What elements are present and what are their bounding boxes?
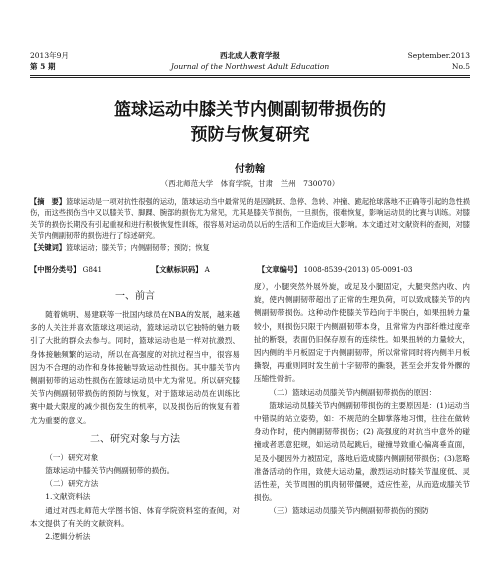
subheading-injury-cause: （二）篮球运动员膝关节内侧副韧带损伤的原因： <box>269 387 437 397</box>
subheading-research-object: （一）研究对象 <box>45 452 99 462</box>
article-number: 【文章编号】 1008-8539-(2013) 05-0091-03 <box>258 265 413 274</box>
journal-name-en: Journal of the Northwest Adult Education <box>170 62 330 71</box>
method-logic: 2.逻辑分析法 <box>45 532 91 542</box>
intro-paragraph: 随着姚明、易建联等一批国内球员在NBA的发展，越来越多的人关注并喜欢篮球这项运动，篮球运动以它独特的魅力吸引了大批的群众去参与。同时，篮球运动也是一样对抗激烈、身体接触频繁的运动，所以在高强度的对抗过程当中，很容易因为不合理的动作和身体接触导致运动性损伤。其中膝关节内侧副韧带的运动性损伤在篮球运动员中尤为常见。所以研究膝关节内侧副韧带损伤的预防与恢复，对于篮球运动员在训练比赛中最大限度的减少损伤发生的机率，以及损伤后的恢复有着尤为重要的意义。 <box>30 310 240 425</box>
injury-mechanism-paragraph: 度），小腿突然外展外旋，或足及小腿固定，大腿突然内收、内旋，使内侧副韧带超出了正常的生理负荷，可以致成膝关节的内侧副韧带损伤。这种动作使膝关节趋向于半脱白，如果扭转力量较小，则损伤只限于内侧副韧带本身，且常常为内部纤维过度牵扯的断裂，表面仍旧保存原有的连续性。如果扭转的力量较大，因内侧的半月板固定于内侧副韧带，所以常常同时将内侧半月板撕裂，再重则同时发生前十字韧带的撕裂，甚至会并发骨外髁的压缩性骨折。 <box>254 282 470 384</box>
author-affiliation: （西北师范大学 体育学院，甘肃 兰州 730070） <box>160 179 340 188</box>
section-heading-1: 一、前言 <box>115 291 155 302</box>
article-title-line1: 篮球运动中膝关节内侧副韧带损伤的 <box>114 100 386 120</box>
method-literature-text: 通过对西北师范大学图书馆、体育学院资料室的查阅，对本文提供了有关的文献资料。 <box>30 505 240 528</box>
left-column <box>30 276 240 543</box>
keywords: 篮球运动；膝关节；内侧副韧带；预防；恢复 <box>65 242 210 252</box>
subheading-research-method: （二）研究方法 <box>45 479 99 489</box>
document-code: 【文献标识码】 A <box>152 265 210 274</box>
issue-number-en: No.5 <box>451 62 470 71</box>
clc-number: 【中图分类号】 G841 <box>30 265 103 274</box>
right-column <box>254 280 470 518</box>
author-name: 付勃翰 <box>235 164 265 175</box>
issue-month-en: September.2013 <box>407 51 470 60</box>
research-object-text: 篮球运动中膝关节内侧副韧带的损伤。 <box>45 466 175 476</box>
keywords-label: 【关键词】 <box>30 242 66 252</box>
header-rule <box>30 75 470 76</box>
method-literature: 1.文献资料法 <box>45 492 91 502</box>
abstract <box>30 196 470 253</box>
abstract-label: 【摘 要】 <box>30 197 67 206</box>
injury-cause-paragraph: 篮球运动员膝关节内侧副韧带损伤的主要原因是：(1)运动当中错误的站立姿势，如：不规范的全脚掌落地习惯，往往在做转身动作时，使内侧副韧带损伤；(2) 高强度的对抗当中意外的碰撞或者恶意犯规，如运动员起跳后，碰撞导致重心偏离垂直面，足及小腿因外力被固定，落地后造成膝内侧副韧带损伤；(3)忽略准备活动的作用，致使大运动量，激烈运动时膝关节温度低、灵活性差，关节周围的肌肉韧带僵硬，适应性差，从而造成膝关节损伤。 <box>254 400 470 503</box>
article-title-line2: 预防与恢复研究 <box>190 125 310 145</box>
header-rule-2 <box>30 77 470 78</box>
abstract-text: 篮球运动是一项对抗性很强的运动，篮球运动当中最常见的是因跳跃、急停、急转、冲撞、跪起抢球落地不正确等引起的急性损伤，而这些损伤当中又以膝关节、脚踝、腕部的损伤尤为常见，尤其是膝关节损伤，一旦损伤，很难恢复，影响运动员的比赛与训练。对膝关节的损伤长期没有引起重视和进行积极恢复性训练，很容易对运动员以后的生活和工作造成巨大影响。本文通过对文献资料的查阅，对膝关节内侧副韧带的损伤进行了综述研究。 <box>30 197 470 241</box>
journal-name-cn: 西北成人教育学报 <box>220 51 280 60</box>
issue-date: 2013年9月 <box>30 51 69 60</box>
section-heading-2: 二、研究对象与方法 <box>90 433 180 445</box>
prevention-subheading: （三）篮球运动员膝关节内侧副韧带损伤的预防 <box>269 506 429 516</box>
issue-number: 第 5 期 <box>30 62 56 71</box>
